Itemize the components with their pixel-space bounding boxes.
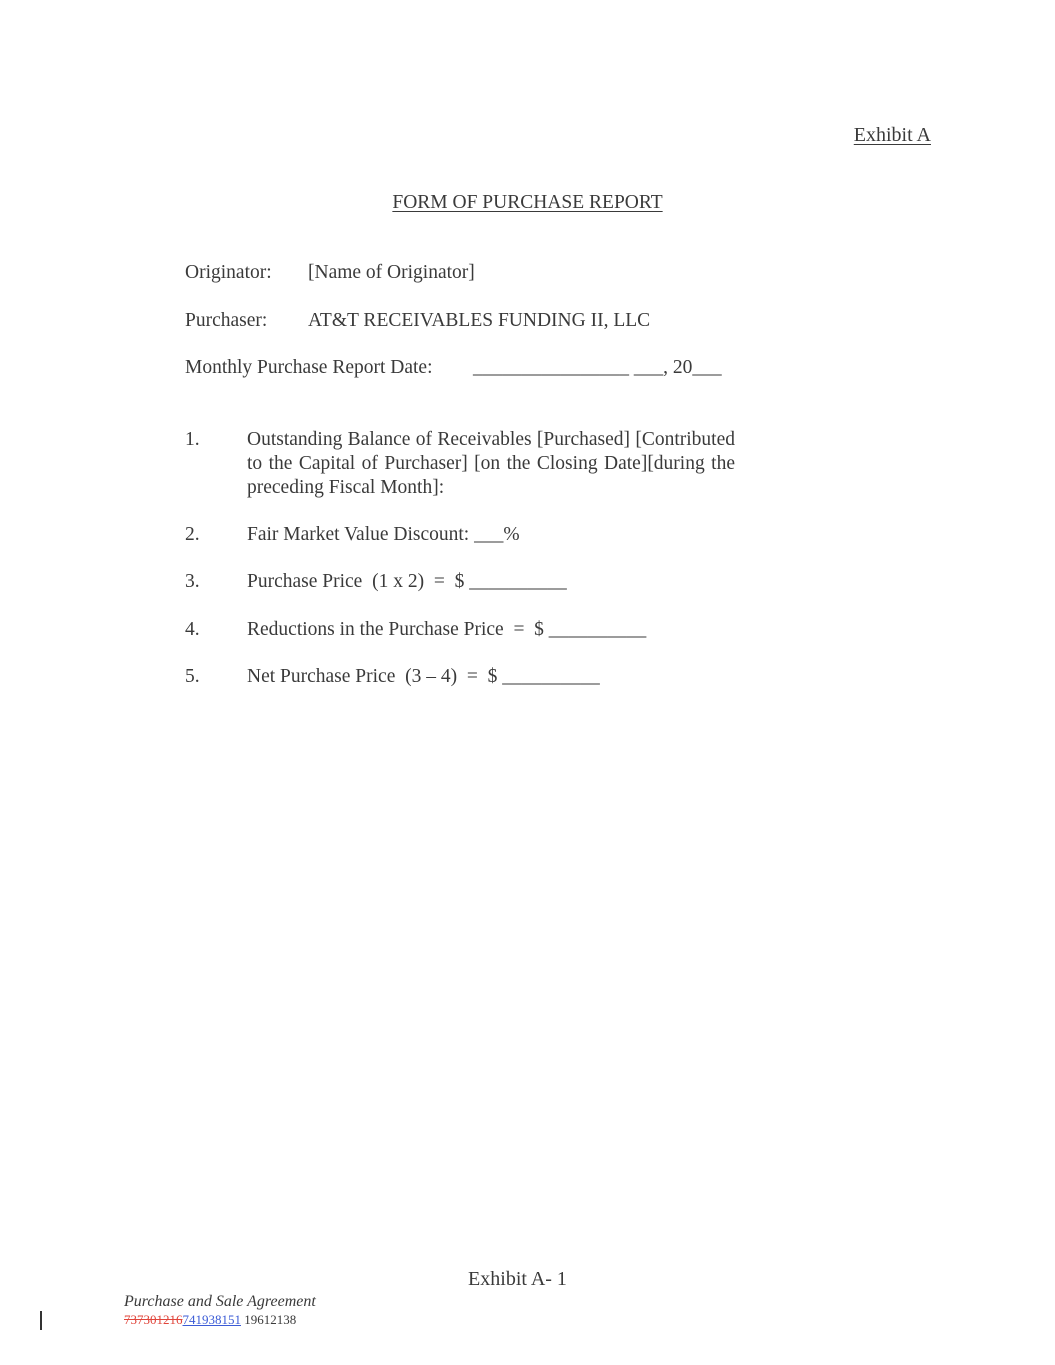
originator-label: Originator: [185, 262, 272, 283]
list-item-number: 2. [185, 524, 200, 545]
list-item [185, 570, 735, 594]
list-item-text: Reductions in the Purchase Price = $ __________ [247, 619, 647, 640]
list-item [185, 428, 735, 500]
list-item-text: Purchase Price (1 x 2) = $ __________ [247, 571, 567, 592]
originator-row [185, 261, 272, 285]
current-doc-id: 19612138 [244, 1312, 297, 1327]
report-date-label: Monthly Purchase Report Date: [185, 357, 433, 378]
purchaser-row [185, 309, 267, 333]
inserted-doc-id: 741938151 [182, 1312, 241, 1327]
exhibit-label: Exhibit A [853, 124, 931, 146]
footer-doc-id [124, 1312, 296, 1328]
list-item [185, 618, 735, 642]
page-title [0, 192, 1055, 214]
page-title-text: FORM OF PURCHASE REPORT [392, 192, 663, 213]
purchaser-label: Purchaser: [185, 310, 268, 331]
change-bar [40, 1311, 42, 1330]
list-item-number: 5. [185, 666, 200, 687]
purchaser-value: AT&T RECEIVABLES FUNDING II, LLC [308, 310, 651, 331]
list-item-number: 1. [185, 429, 200, 450]
list-item-number: 3. [185, 571, 200, 592]
list-item [185, 665, 735, 689]
list-item-text: Fair Market Value Discount: ___% [247, 524, 520, 545]
report-date-value: ________________ ___, 20___ [473, 357, 722, 378]
list-item-number: 4. [185, 619, 200, 640]
deleted-doc-id: 737301216 [124, 1312, 183, 1327]
list-item-text: Outstanding Balance of Receivables [Purchased] [Contributed to the Capital of Purchaser] [on the Closing Date][during the preceding Fiscal Month]: [247, 429, 735, 498]
report-date-row [185, 356, 433, 380]
footer-doc-title: Purchase and Sale Agreement [124, 1293, 316, 1310]
originator-value: [Name of Originator] [308, 262, 475, 283]
list-item [185, 523, 735, 547]
page-number: Exhibit A- 1 [468, 1268, 567, 1290]
list-item-text: Net Purchase Price (3 – 4) = $ __________ [247, 666, 600, 687]
